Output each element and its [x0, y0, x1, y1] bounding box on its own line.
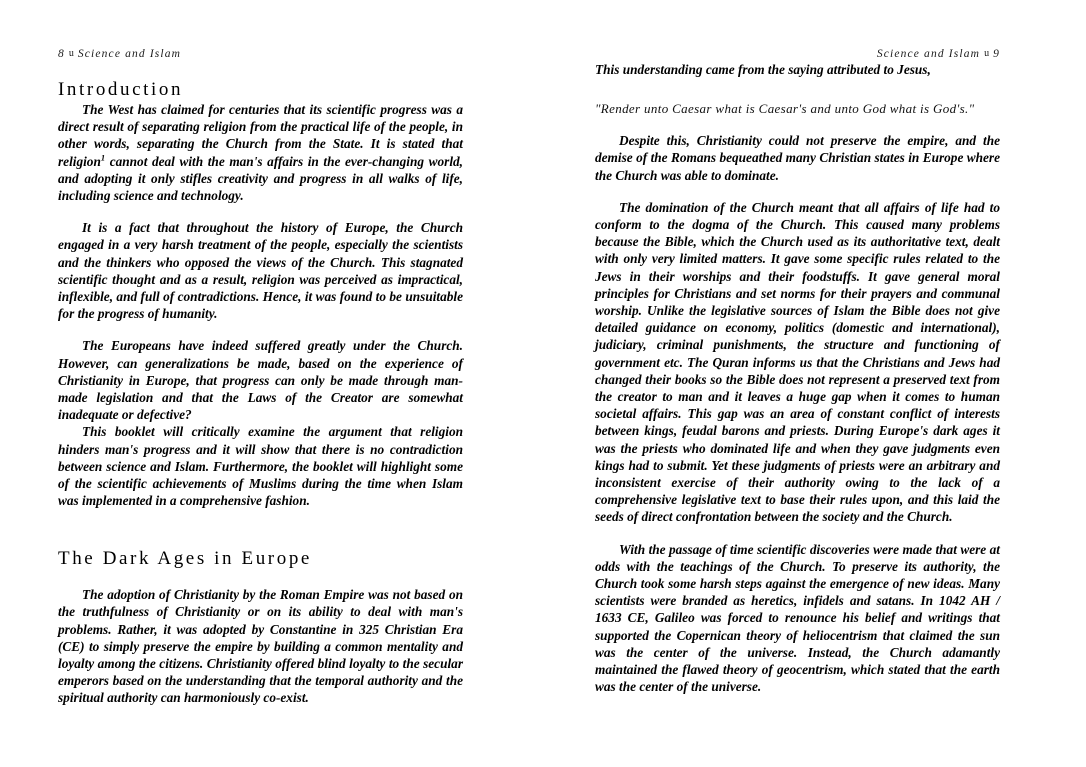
ornament-separator-icon: u [68, 48, 74, 59]
paragraph-intro-3: The Europeans have indeed suffered greatly under the Church. However, can generalizations be made, based on the experience of Christianity in Europe, that progress can only be made through man-made legislation and that the Laws of the Creator are somewhat inadequate or defective? [58, 338, 463, 423]
blockquote-jesus-saying: "Render unto Caesar what is Caesar's and unto God what is God's." [595, 101, 975, 117]
running-head-right [595, 47, 1000, 61]
section-heading-introduction: Introduction [58, 79, 184, 100]
running-head-title-left: Science and Islam [77, 48, 182, 60]
footnote-marker-1: 1 [100, 152, 106, 163]
paragraph-intro-1-text-a: The West has claimed for centuries that its scientific progress was a direct result of separating religion from the practical life of the people, in other words, separating the Church from the State. It is stated that religion [58, 101, 463, 169]
ornament-separator-icon: u [984, 48, 990, 59]
paragraph-intro-1-text-b: cannot deal with the man's affairs in the ever-changing world, and adopting it only stifles creativity and progress in all walks of life, including science and technology. [58, 153, 463, 203]
paragraph-right-2: Despite this, Christianity could not preserve the empire, and the demise of the Romans bequeathed many Christian states in Europe where the Church was able to dominate. [595, 133, 1000, 183]
page-number-right: 9 [993, 48, 1000, 60]
running-head-left [58, 47, 463, 61]
paragraph-right-3: The domination of the Church meant that all affairs of life had to conform to the dogma of the Church. This caused many problems because the Bible, which the Church used as its authoritative text, dealt with only very limited matters. It gave some specific rules related to the Jews in their worships and their foodstuffs. It gave general moral principles for Christians and set norms for their prayers and communal worship. Unlike the legislative sources of Islam the Bible does not give detailed guidance on economy, politics (domestic and international), judiciary, criminal punishments, the structure and functioning of government etc. The Quran informs us that the Christians and Jews had changed their books so the Bible does not represent a preserved text from the creator to man and it leaves a huge gap when it comes to human societal affairs. This gap was an area of constant conflict of interests between kings, feudal barons and priests. During Europe's dark ages it was the priests who dominated life and when they gave judgments even kings had to submit. Yet these judgments of priests were an arbitrary and inconsistent exercise of their authority owing to the lack of a comprehensive legislative text to base their rules upon, and this laid the seeds of direct confrontation between the society and the Church. [595, 199, 1000, 525]
page-number-left: 8 [58, 48, 65, 60]
paragraph-right-4: With the passage of time scientific discoveries were made that were at odds with the teachings of the Church. To preserve its authority, the Church took some harsh steps against the emergence of new ideas. Many scientists were branded as heretics, infidels and satans. In 1042 AH / 1633 CE, Galileo was forced to renounce his belief and writings that supported the Copernican theory of heliocentrism that claimed the sun was the center of the universe. Instead, the Church adamantly maintained the flawed theory of geocentrism, which stated that the earth was the center of the universe. [595, 541, 1000, 695]
paragraph-intro-2: It is a fact that throughout the history of Europe, the Church engaged in a very harsh treatment of the people, especially the scientists and the thinkers who opposed the views of the Church. This stagnated scientific thought and as a result, religion was perceived as impractical, inflexible, and full of contradictions. Hence, it was found to be unsuitable for the progress of humanity. [58, 220, 463, 322]
paragraph-right-1: This understanding came from the saying attributed to Jesus, [595, 62, 931, 77]
right-page [543, 0, 1086, 767]
paragraph-intro-4: This booklet will critically examine the argument that religion hinders man's progress and it will show that there is no contradiction between science and Islam. Furthermore, the booklet will highlight some of the scientific achievements of Muslims during the time when Islam was implemented in a comprehensive fashion. [58, 424, 463, 509]
paragraph-dark-ages-1: The adoption of Christianity by the Roman Empire was not based on the truthfulness of Christianity or on its ability to deal with man's problems. Rather, it was adopted by Constantine in 325 Christian Era (CE) to simply preserve the empire by building a common mentality and loyalty among the citizens. Christianity offered blind loyalty to the secular emperors based on the understanding that the temporal authority and the spiritual authority can harmoniously co-exist. [58, 587, 463, 706]
section-heading-dark-ages: The Dark Ages in Europe [58, 548, 312, 570]
running-head-title-right: Science and Islam [876, 48, 981, 60]
paragraph-intro-1 [58, 101, 463, 204]
